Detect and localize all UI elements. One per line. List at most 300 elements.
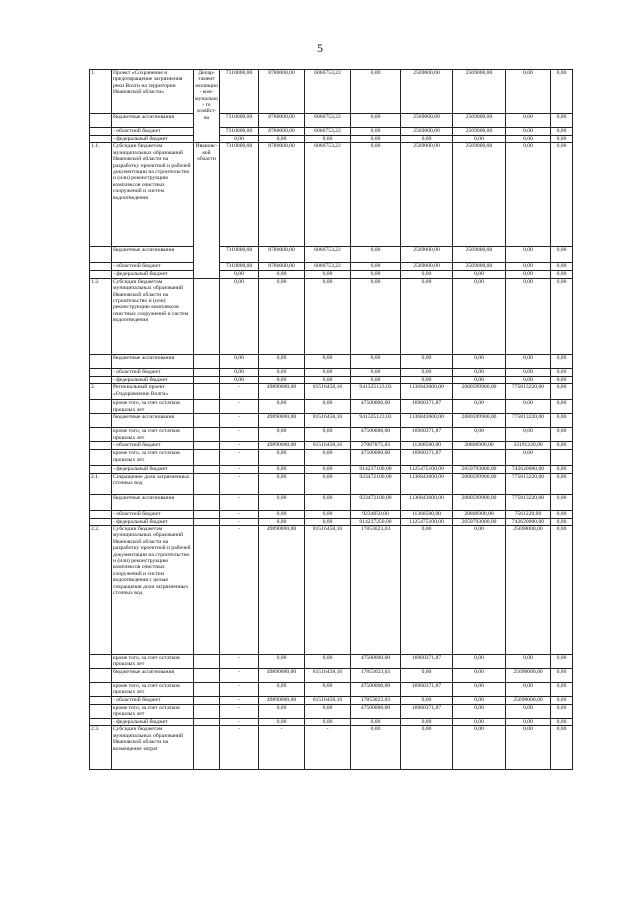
value-cell: 775813220,00 [506,494,551,510]
row-index [90,655,112,669]
value-cell: - [220,655,259,669]
value-cell: 0,00 [506,726,551,770]
value-cell: 0,00 [401,354,453,368]
value-cell: 0,00 [551,354,573,368]
value-cell: 0,00 [305,368,351,376]
value-cell: 0,00 [305,719,351,726]
row-executor [194,450,220,466]
value-cell: 2569000,00 [453,247,506,263]
table-row [90,450,573,466]
value-cell: - [220,526,259,655]
table-row [90,136,573,143]
row-index [90,247,112,263]
row-executor [194,719,220,726]
table-row [90,683,573,697]
row-executor [194,705,220,719]
table-row [90,518,573,525]
value-cell: 0,00 [305,494,351,510]
value-cell: - [220,705,259,719]
value-cell: 1136843600,00 [401,494,453,510]
table-row [90,384,573,400]
value-cell: 0,00 [506,271,551,278]
value-cell: - [220,473,259,494]
value-cell: 0,00 [506,368,551,376]
value-cell: 0,00 [351,726,401,770]
value-cell: 6066753,22 [305,247,351,263]
value-cell: 11368500,00 [401,510,453,518]
value-cell: 0,00 [453,136,506,143]
value-cell: 923472100,00 [351,494,401,510]
value-cell: 0,00 [220,136,259,143]
value-cell: 6066753,22 [305,263,351,271]
value-cell: 0,00 [551,278,573,354]
value-cell: 16960371,87 [401,428,453,442]
row-executor [194,414,220,428]
row-name: Субсидии бюджетам муниципальных образований Ивановской области на возмещение затрат [112,726,194,770]
value-cell: 8780000,00 [259,263,305,271]
row-index [90,719,112,726]
value-cell: 0,00 [259,136,305,143]
row-name: Проект «Сохранение и предотвращение загрязнения реки Волги на территории Ивановской области» [112,70,194,114]
value-cell: 0,00 [259,719,305,726]
row-name: - федеральный бюджет [112,136,194,143]
row-executor [194,400,220,414]
value-cell: 742620000,00 [506,518,551,525]
value-cell: 0,00 [351,247,401,263]
row-index [90,114,112,128]
value-cell: 0,00 [401,719,453,726]
value-cell: - [220,683,259,697]
value-cell: 0,00 [401,526,453,655]
value-cell: 8780000,00 [259,143,305,247]
value-cell: 1136843600,00 [401,473,453,494]
value-cell: 11368500,00 [401,442,453,450]
table-row [90,278,573,354]
value-cell: 0,00 [220,271,259,278]
value-cell: 7310000,00 [220,70,259,114]
value-cell: 0,00 [453,278,506,354]
value-cell: 0,00 [259,518,305,525]
value-cell: 0,00 [259,494,305,510]
value-cell: 0,00 [401,278,453,354]
table-row [90,526,573,655]
value-cell: 0,00 [551,400,573,414]
row-index [90,354,112,368]
row-index [90,400,112,414]
value-cell: 2059793000,00 [453,518,506,525]
value-cell: - [220,400,259,414]
value-cell: 6066753,22 [305,70,351,114]
row-executor [194,376,220,383]
row-name: Субсидии бюджетам муниципальных образований Ивановской области на строительство и (или) реконструкцию комплексов очистных сооружений и систем водоотведения [112,278,194,354]
value-cell: 0,00 [305,510,351,518]
value-cell: 16960371,87 [401,400,453,414]
value-cell: 0,00 [401,271,453,278]
value-cell: 0,00 [305,400,351,414]
table-row [90,376,573,383]
table-row [90,655,573,669]
row-executor [194,354,220,368]
value-cell: 0,00 [305,473,351,494]
table-row [90,669,573,683]
value-cell: 0,00 [453,376,506,383]
row-name: - федеральный бюджет [112,466,194,473]
value-cell: 0,00 [259,376,305,383]
value-cell: - [220,719,259,726]
row-index [90,271,112,278]
value-cell: 81516458,16 [305,526,351,655]
value-cell: 0,00 [506,428,551,442]
value-cell: 27087875,03 [351,442,401,450]
value-cell: 8780000,00 [259,247,305,263]
value-cell: 1125475100,00 [401,518,453,525]
row-index [90,136,112,143]
value-cell: 17853023,03 [351,697,401,705]
row-name: Сокращение доли загрязненных сточных вод [112,473,194,494]
row-executor [194,726,220,770]
value-cell: 81516458,16 [305,384,351,400]
value-cell: 0,00 [551,466,573,473]
value-cell: 0,00 [551,368,573,376]
value-cell: 2569000,00 [453,128,506,136]
value-cell: 0,00 [453,271,506,278]
row-index [90,368,112,376]
value-cell: 1136843600,00 [401,384,453,400]
row-index [90,263,112,271]
row-index [90,428,112,442]
row-executor [194,510,220,518]
row-index [90,705,112,719]
row-name: бюджетные ассигнования [112,669,194,683]
value-cell: 0,00 [401,136,453,143]
row-executor [194,697,220,705]
value-cell: 47500000,00 [351,400,401,414]
value-cell: 0,00 [506,128,551,136]
row-index [90,697,112,705]
value-cell: 0,00 [551,655,573,669]
table-row [90,428,573,442]
value-cell: 0,00 [506,450,551,466]
value-cell: 0,00 [305,136,351,143]
value-cell: 0,00 [220,376,259,383]
value-cell: 0,00 [551,726,573,770]
value-cell: - [259,726,305,770]
value-cell: 0,00 [351,136,401,143]
value-cell: 0,00 [453,683,506,697]
value-cell: 6066753,22 [305,128,351,136]
value-cell: 2080599900,00 [453,494,506,510]
value-cell: 0,00 [351,278,401,354]
value-cell: 0,00 [506,400,551,414]
value-cell: 0,00 [351,719,401,726]
value-cell: 0,00 [453,400,506,414]
value-cell: 2080599900,00 [453,414,506,428]
value-cell: 0,00 [551,128,573,136]
value-cell: 2569000,00 [453,143,506,247]
value-cell: 775813220,00 [506,414,551,428]
value-cell: 0,00 [453,368,506,376]
value-cell: 0,00 [259,466,305,473]
row-name: - областной бюджет [112,368,194,376]
row-index: 2.1. [90,473,112,494]
value-cell: 0,00 [506,278,551,354]
value-cell: 914237100,00 [351,466,401,473]
value-cell: 0,00 [551,263,573,271]
value-cell: 20806900,00 [453,510,506,518]
value-cell: 0,00 [259,683,305,697]
row-name: бюджетные ассигнования [112,414,194,428]
value-cell: 2059793000,00 [453,466,506,473]
value-cell: 16960371,87 [401,450,453,466]
value-cell: 0,00 [551,510,573,518]
value-cell: 7310000,00 [220,114,259,128]
value-cell: 0,00 [351,376,401,383]
row-index [90,669,112,683]
row-executor [194,428,220,442]
value-cell: 7310000,00 [220,143,259,247]
value-cell: 0,00 [551,442,573,450]
value-cell: 0,00 [453,697,506,705]
value-cell: 0,00 [506,683,551,697]
row-index: 1.1. [90,143,112,247]
value-cell: 0,00 [259,271,305,278]
value-cell: 0,00 [551,705,573,719]
row-index: 2.2. [90,526,112,655]
table-row [90,719,573,726]
row-index: 2.3. [90,726,112,770]
value-cell: 0,00 [506,70,551,114]
value-cell: 0,00 [453,705,506,719]
table-row [90,400,573,414]
value-cell: 0,00 [453,655,506,669]
value-cell: 775813220,00 [506,473,551,494]
value-cell: 0,00 [551,136,573,143]
value-cell: 0,00 [551,719,573,726]
value-cell: 0,00 [351,70,401,114]
value-cell: 0,00 [305,278,351,354]
row-name: - областной бюджет [112,128,194,136]
value-cell: 0,00 [551,143,573,247]
value-cell: 0,00 [506,143,551,247]
value-cell: 0,00 [351,143,401,247]
value-cell: - [220,697,259,705]
table-row [90,263,573,271]
table-row [90,247,573,263]
value-cell [453,450,506,466]
value-cell: 2569000,00 [453,114,506,128]
value-cell: 8780000,00 [259,70,305,114]
value-cell: - [220,414,259,428]
row-name: - областной бюджет [112,442,194,450]
value-cell: 0,00 [551,473,573,494]
value-cell: 0,00 [259,655,305,669]
row-name: - федеральный бюджет [112,518,194,525]
row-executor [194,526,220,655]
table-row [90,114,573,128]
value-cell: 0,00 [506,376,551,383]
value-cell: 0,00 [351,114,401,128]
row-index [90,683,112,697]
value-cell: 0,00 [305,376,351,383]
value-cell: 7561220,00 [506,510,551,518]
value-cell: 0,00 [351,368,401,376]
value-cell: 0,00 [453,669,506,683]
value-cell: 0,00 [220,354,259,368]
value-cell: 0,00 [401,726,453,770]
row-executor: Ивановс- кой области [194,143,220,278]
row-name: - областной бюджет [112,263,194,271]
row-name: кроме того, за счет остатков прошлых лет [112,450,194,466]
table-row [90,705,573,719]
value-cell: 25690000,00 [506,526,551,655]
row-name: бюджетные ассигнования [112,354,194,368]
value-cell: 0,00 [551,247,573,263]
row-index: 1. [90,70,112,114]
value-cell: 1136843600,00 [401,414,453,428]
value-cell: 0,00 [220,368,259,376]
value-cell: 941325123,03 [351,384,401,400]
row-executor [194,669,220,683]
row-executor [194,442,220,450]
value-cell: 0,00 [401,368,453,376]
value-cell: 0,00 [551,526,573,655]
value-cell: 0,00 [305,518,351,525]
value-cell: 6066753,22 [305,143,351,247]
value-cell: 0,00 [259,510,305,518]
row-name: кроме того, за счет остатков прошлых лет [112,400,194,414]
value-cell: 0,00 [453,719,506,726]
row-name: кроме того, за счет остатков прошлых лет [112,683,194,697]
value-cell: 0,00 [551,494,573,510]
row-index [90,376,112,383]
table-row [90,473,573,494]
row-name: - федеральный бюджет [112,719,194,726]
value-cell: 0,00 [453,526,506,655]
row-index: 2. [90,384,112,400]
value-cell: 6066753,22 [305,114,351,128]
value-cell: 0,00 [259,278,305,354]
value-cell: 923472100,00 [351,473,401,494]
table-row [90,271,573,278]
table-row [90,354,573,368]
table-row [90,414,573,428]
row-executor [194,473,220,494]
value-cell: 81516458,16 [305,414,351,428]
value-cell: 47500000,00 [351,450,401,466]
value-cell: 0,00 [453,726,506,770]
table-row [90,128,573,136]
value-cell: 0,00 [401,376,453,383]
value-cell: 0,00 [305,428,351,442]
value-cell: 0,00 [551,428,573,442]
row-name: Субсидии бюджетам муниципальных образований Ивановской области на разработку проектной и рабочей документации на строительство и (или) реконструкцию комплексов очистных сооружений и систем водоотведения [112,143,194,247]
value-cell: 941325123,03 [351,414,401,428]
value-cell: 742620000,00 [506,466,551,473]
row-name: - федеральный бюджет [112,271,194,278]
value-cell: 49890000,00 [259,697,305,705]
row-name: бюджетные ассигнования [112,114,194,128]
table-row [90,494,573,510]
row-executor [194,494,220,510]
value-cell: 914237250,00 [351,518,401,525]
table-row [90,143,573,247]
value-cell: 0,00 [259,368,305,376]
value-cell: 16960371,87 [401,705,453,719]
value-cell: 2569000,00 [401,247,453,263]
row-name: - областной бюджет [112,697,194,705]
value-cell: - [220,494,259,510]
value-cell: 16960371,87 [401,655,453,669]
value-cell: 0,00 [351,128,401,136]
row-index [90,510,112,518]
table-row [90,726,573,770]
row-name: - федеральный бюджет [112,376,194,383]
row-index: 1.2. [90,278,112,354]
value-cell: 47500000,00 [351,705,401,719]
value-cell: 775813220,00 [506,384,551,400]
value-cell: 0,00 [551,683,573,697]
value-cell: 0,00 [506,655,551,669]
value-cell: 0,00 [551,518,573,525]
value-cell: 0,00 [351,263,401,271]
value-cell: - [220,669,259,683]
value-cell: - [220,466,259,473]
row-name: бюджетные ассигнования [112,494,194,510]
value-cell: 8780000,00 [259,114,305,128]
value-cell: 17853023,03 [351,526,401,655]
value-cell: 81516458,16 [305,697,351,705]
value-cell: 17853023,03 [351,669,401,683]
row-executor [194,683,220,697]
row-executor [194,655,220,669]
value-cell: 0,00 [259,400,305,414]
value-cell: 81516458,16 [305,442,351,450]
row-name: Субсидии бюджетам муниципальных образований Ивановской области на разработку проектной и рабочей документации на строительство и (или) реконструкцию комплексов очистных сооружений и систем водоотведения с целью сокращения доли загрязненных сточных вод [112,526,194,655]
row-index [90,128,112,136]
value-cell: 0,00 [305,354,351,368]
table-body [90,70,573,770]
value-cell: 16960371,87 [401,683,453,697]
value-cell: 0,00 [305,450,351,466]
value-cell: - [220,384,259,400]
row-executor [194,384,220,400]
value-cell: 2080599900,00 [453,473,506,494]
budget-table [89,69,573,770]
value-cell: 20806900,00 [453,442,506,450]
value-cell: 47500000,00 [351,428,401,442]
row-index [90,450,112,466]
value-cell: 0,00 [506,263,551,271]
value-cell: 0,00 [351,354,401,368]
value-cell: 2569000,00 [401,70,453,114]
value-cell: 81516458,16 [305,669,351,683]
value-cell: - [220,518,259,525]
value-cell: 25690000,00 [506,669,551,683]
table-row [90,697,573,705]
value-cell: 47500000,00 [351,655,401,669]
value-cell: 0,00 [551,414,573,428]
page-number: 5 [317,41,323,55]
row-executor: Депар- тамент жилищно- ком- мунально- го хозяйст- ва [194,70,220,143]
value-cell [551,450,573,466]
value-cell: 0,00 [506,354,551,368]
row-executor [194,518,220,525]
value-cell: 49890000,00 [259,669,305,683]
value-cell: 0,00 [220,278,259,354]
row-name: кроме того, за счет остатков прошлых лет [112,705,194,719]
row-index [90,442,112,450]
table-row [90,510,573,518]
